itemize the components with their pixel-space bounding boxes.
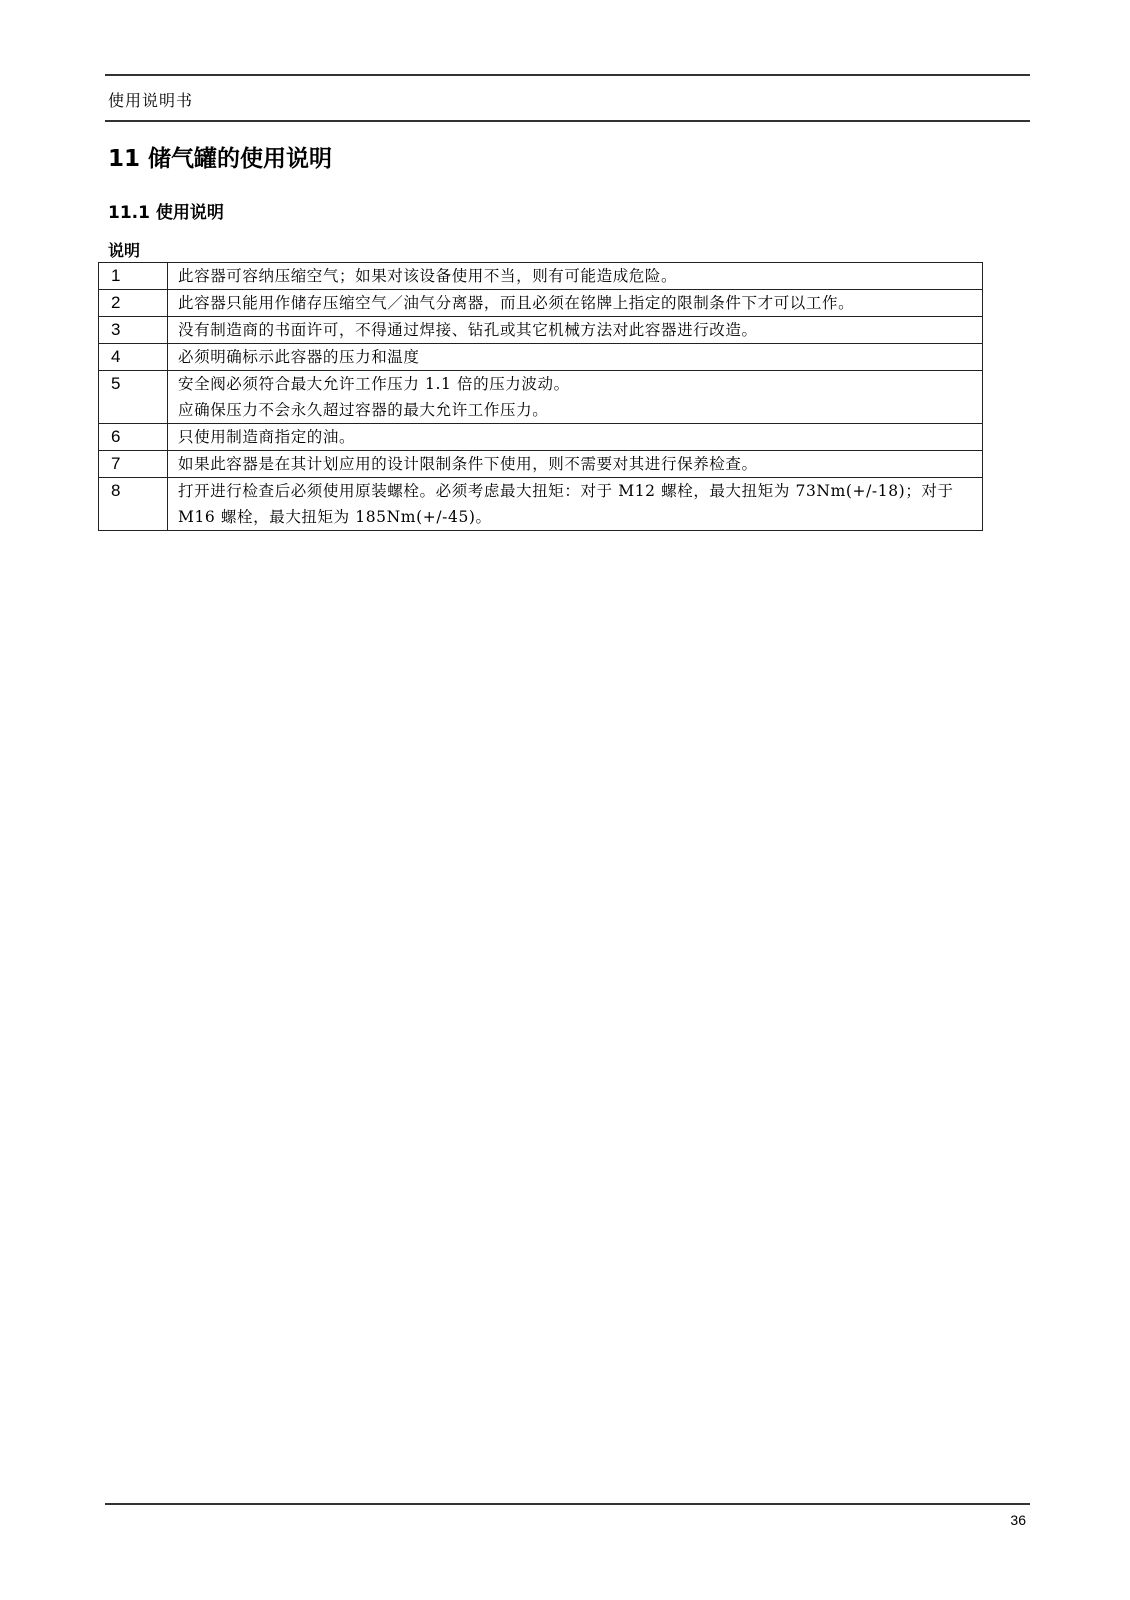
table-row [99,317,983,344]
document-header-title: 使用说明书 [108,91,194,110]
row-number: 8 [99,478,168,531]
row-text [168,317,983,344]
row-line: 此容器只能用作储存压缩空气／油气分离器，而且必须在铭牌上指定的限制条件下才可以工作。 [178,294,855,312]
row-text [168,290,983,317]
instructions-table [98,262,983,531]
row-line: 此容器可容纳压缩空气；如果对该设备使用不当，则有可能造成危险。 [178,267,678,285]
table-caption: 说明 [108,241,141,260]
chapter-title: 11 储气罐的使用说明 [108,146,333,172]
footer-rule [105,1503,1030,1505]
row-line: 没有制造商的书面许可，不得通过焊接、钻孔或其它机械方法对此容器进行改造。 [178,321,758,339]
row-text [168,371,983,424]
row-number: 1 [99,263,168,290]
header-top-rule [105,74,1030,76]
table-row [99,344,983,371]
table-row [99,451,983,478]
row-text [168,478,983,531]
table-row [99,478,983,531]
row-line: 必须明确标示此容器的压力和温度 [178,348,420,366]
row-line: 应确保压力不会永久超过容器的最大允许工作压力。 [178,401,549,419]
section-title: 11.1 使用说明 [108,203,224,223]
row-line: 安全阀必须符合最大允许工作压力 1.1 倍的压力波动。 [178,375,570,393]
row-number: 6 [99,424,168,451]
row-line: 打开进行检查后必须使用原装螺栓。必须考虑最大扭矩：对于 M12 螺栓，最大扭矩为 73Nm(+/-18)；对于 M16 螺栓，最大扭矩为 185Nm(+/-45)。 [178,482,954,526]
row-number: 4 [99,344,168,371]
row-text [168,344,983,371]
row-text [168,424,983,451]
row-number: 7 [99,451,168,478]
table-row [99,371,983,424]
row-text [168,451,983,478]
header-bottom-rule [105,120,1030,122]
row-line: 如果此容器是在其计划应用的设计限制条件下使用，则不需要对其进行保养检查。 [178,455,758,473]
table-row [99,424,983,451]
row-number: 3 [99,317,168,344]
row-number: 5 [99,371,168,424]
row-line: 只使用制造商指定的油。 [178,428,356,446]
page-number: 36 [1010,1512,1026,1528]
row-text [168,263,983,290]
table-row [99,263,983,290]
table-row [99,290,983,317]
row-number: 2 [99,290,168,317]
